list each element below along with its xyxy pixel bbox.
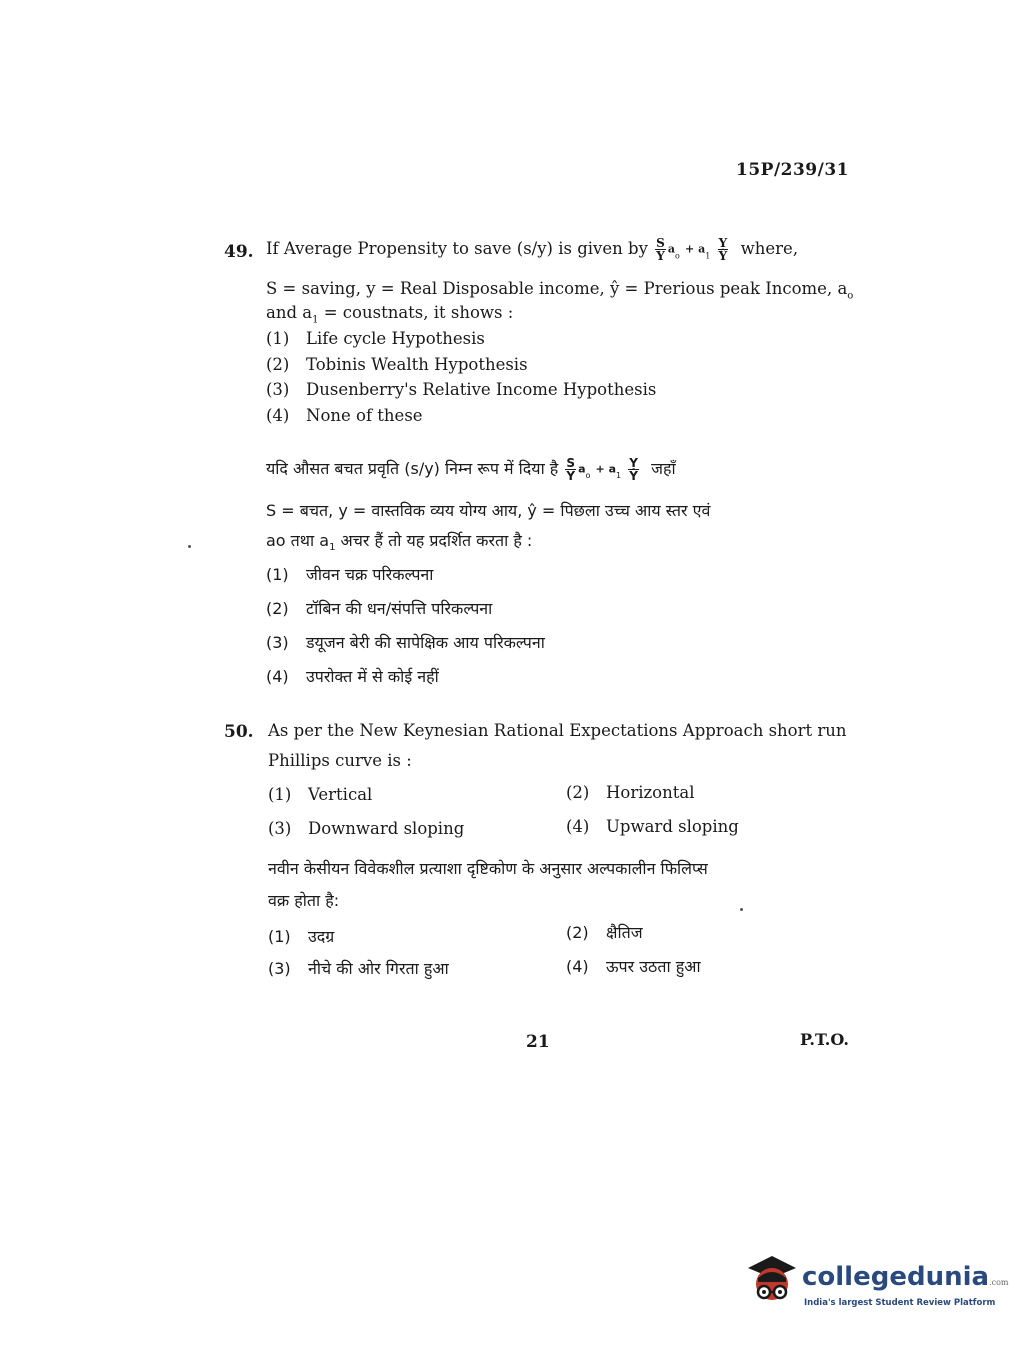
q49-hindi-line3: ao तथा $a_1$ अचर हैं तो यह प्रदर्शित करता है :: [266, 531, 533, 554]
page-number: 21: [526, 1032, 550, 1052]
q49-hindi-line2: S = बचत, y = वास्तविक व्यय योग्य आय, ŷ = पिछला उच्च आय स्तर एवं: [266, 501, 711, 520]
q49-hindi-intro: यदि औसत बचत प्रवृति (s/y) निम्न रूप में दिया है $\frac{S}{Y}$ $a_o + a_1$ $\frac{Y}{Ŷ}$ जहाँ: [266, 456, 676, 483]
question-49-number: 49.: [224, 242, 254, 262]
q49-a0: a: [667, 242, 675, 256]
q50-line1: As per the New Keynesian Rational Expectations Approach short run: [268, 721, 847, 740]
q50-option-3: (3) Downward sloping: [268, 819, 465, 838]
q49-option-1: (1) Life cycle Hypothesis: [266, 329, 485, 348]
q49-line2: S = saving, y = Real Disposable income, ŷ = Prerious peak Income, $a_o$: [266, 279, 854, 302]
q50-hindi-line1: नवीन केसीयन विवेकशील प्रत्याशा दृष्टिकोण के अनुसार अल्पकालीन फिलिप्स: [268, 859, 708, 878]
q49-hindi-option-4: (4) उपरोक्त में से कोई नहीं: [266, 667, 439, 686]
q49-hindi-option-2: (2) टॉबिन की धन/संपत्ति परिकल्पना: [266, 599, 493, 618]
paper-code: 15P/239/31: [736, 160, 850, 180]
q50-option-4: (4) Upward sloping: [566, 817, 739, 836]
question-49-intro: If Average Propensity to save (s/y) is given by $\frac{S}{Y}$ $a_o + a_1$ $\frac{Y}{Ŷ}$ where,: [266, 236, 799, 263]
collegedunia-watermark: [742, 1248, 1009, 1318]
q50-hindi-line2: वक्र होता है:: [268, 891, 340, 910]
q49-hindi-fraction-s-y: $\frac{S}{Y}$: [566, 456, 576, 483]
q49-fraction-s-y: $\frac{S}{Y}$: [656, 236, 665, 263]
q49-option-2: (2) Tobinis Wealth Hypothesis: [266, 355, 528, 374]
q49-hindi-fraction-y-yhat: $\frac{Y}{Ŷ}$: [629, 456, 638, 483]
q49-intro-text: If Average Propensity to save (s/y) is given by: [266, 239, 648, 258]
q50-hindi-option-3: (3) नीचे की ओर गिरता हुआ: [268, 959, 449, 978]
q50-option-1: (1) Vertical: [268, 785, 373, 804]
q49-hindi-option-1: (1) जीवन चक्र परिकल्पना: [266, 565, 434, 584]
print-speck: [740, 908, 743, 911]
q49-fraction-y-yhat: $\frac{Y}{Ŷ}$: [718, 236, 728, 263]
q49-plus-a1: + a: [685, 242, 706, 256]
logo-tagline: India's largest Student Review Platform: [804, 1298, 996, 1308]
q50-hindi-option-2: (2) क्षैतिज: [566, 923, 643, 942]
mascot-icon: [742, 1252, 800, 1312]
question-50-number: 50.: [224, 722, 254, 742]
q49-option-3: (3) Dusenberry's Relative Income Hypothesis: [266, 380, 657, 399]
print-speck: [188, 545, 191, 548]
q49-hindi-option-3: (3) डयूजन बेरी की सापेक्षिक आय परिकल्पना: [266, 633, 545, 652]
q49-where: where,: [740, 239, 799, 258]
q49-line3: and $a_1$ = coustnats, it shows :: [266, 303, 514, 326]
q50-hindi-option-4: (4) ऊपर उठता हुआ: [566, 957, 701, 976]
logo-wordmark: collegedunia.com: [802, 1262, 1009, 1292]
q50-line2: Phillips curve is :: [268, 751, 412, 770]
pto-label: P.T.O.: [800, 1030, 849, 1049]
q50-hindi-option-1: (1) उदग्र: [268, 927, 335, 946]
q50-option-2: (2) Horizontal: [566, 783, 695, 802]
q49-option-4: (4) None of these: [266, 406, 423, 425]
